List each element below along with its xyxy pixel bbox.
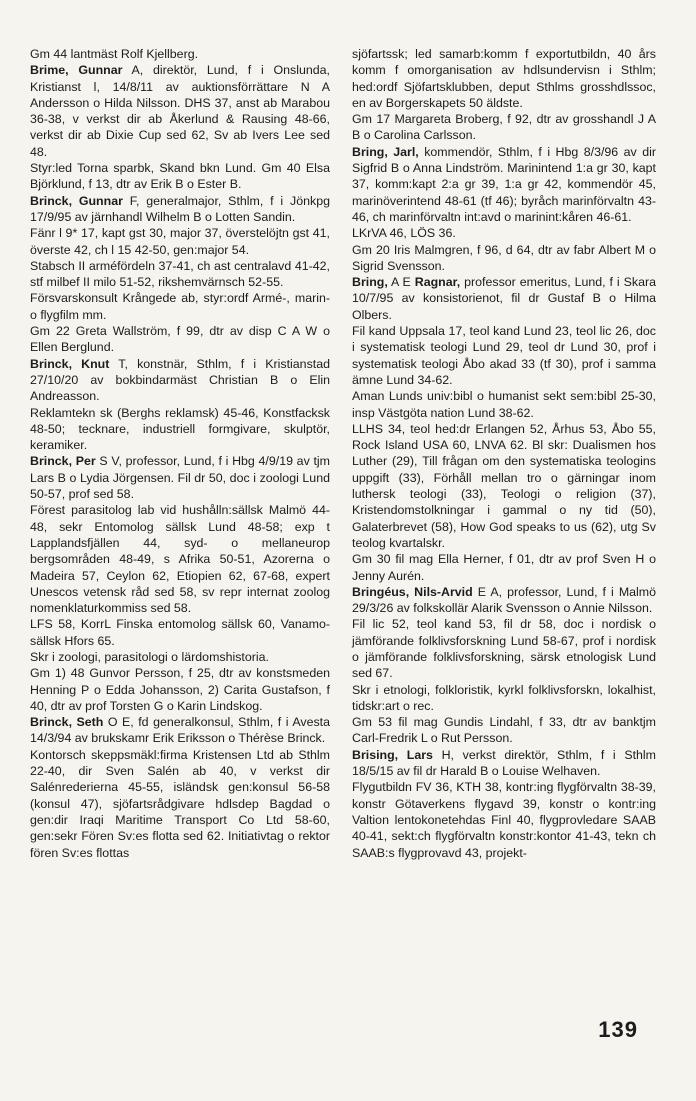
entry-paragraph <box>352 242 656 275</box>
entry-text: Gm 22 Greta Wallström, f 99, dtr av disp C A W o Ellen Berglund. <box>30 324 330 355</box>
entry-text: F, generalmajor, Sthlm, f i Jönkpg 17/9/95 av järnhandl Wilhelm B o Lotten Sandin. <box>30 193 330 224</box>
entry-paragraph <box>352 551 656 584</box>
entry-paragraph <box>352 714 656 747</box>
entry-text: O E, fd generalkonsul, Sthlm, f i Avesta 14/3/94 av brukskamr Erik Eriksson o Thérèse Brinck. <box>30 715 330 746</box>
entry-paragraph <box>352 144 656 225</box>
entry-text: LLHS 34, teol hed:dr Erlangen 52, Århus 53, Åbo 55, Rock Island USA 60, LNVA 62. Bl skr: Dualismen hos Luther (29), Till frågan om den systematiska teologins uppgift (33), Förhåll mellan tro o gärningar inom luthersk teologi (33), Teologi o religion (37), Kristendomstolkningar i gammal o ny tid (50), Galaterbrevet (58), How God speaks to us (62), utg Sv teolog kvartalskr. <box>352 421 656 550</box>
entry-text: T, konstnär, Sthlm, f i Kristianstad 27/10/20 av bokbindarmäst Christian B o Elin Andreasson. <box>30 356 330 404</box>
entry-paragraph <box>352 111 656 144</box>
entry-paragraph <box>352 616 656 681</box>
entry-name: Brising, Lars <box>352 747 433 762</box>
entry-paragraph <box>30 502 330 616</box>
entry-name: Bring, <box>352 275 388 290</box>
entry-name: Bringéus, Nils-Arvid <box>352 584 473 599</box>
entry-text: Fänr l 9* 17, kapt gst 30, major 37, överstelöjtn gst 41, överste 42, ch l 15 42-50, gen:major 54. <box>30 226 330 257</box>
entry-text: Fil lic 52, teol kand 53, fil dr 58, doc i nordisk o jämförande folklivsforskning Lund 58-67, prof i nordisk o jämförande folklivsforskning, särsk etnologisk Lund sed 67. <box>352 617 656 681</box>
entry-name: Brime, Gunnar <box>30 63 123 78</box>
entry-text: E A, professor, Lund, f i Malmö 29/3/26 av folkskollär Alarik Svensson o Annie Nilsson. <box>352 584 656 616</box>
entry-name: Brinck, Seth <box>30 715 104 730</box>
entry-paragraph <box>352 421 656 551</box>
entry-text: H, verkst direktör, Sthlm, f i Sthlm 18/5/15 av fil dr Harald B o Louise Welhaven. <box>352 747 656 779</box>
entry-paragraph <box>352 388 656 421</box>
entry-text: Gm 53 fil mag Gundis Lindahl, f 33, dtr av banktjm Carl-Fredrik L o Rut Persson. <box>352 715 656 746</box>
entry-paragraph <box>30 453 330 502</box>
entry-text: Fil kand Uppsala 17, teol kand Lund 23, teol lic 26, doc i systematisk teologi Lund 29, teol dr Lund 30, prof i systematisk teologi Åbo akad 33 (tf 30), prof i samma ämne Lund 34-62. <box>352 324 656 387</box>
entry-paragraph <box>352 682 656 715</box>
entry-text: kommendör, Sthlm, f i Hbg 8/3/96 av dir Sigfrid B o Anna Lindström. Marinintend 1:a gr 30, kapt 37, komm:kapt 2:a gr 39, 1:a gr 42, kommendör 45, marinöverintend 48-61 (tf 46); byråch marinförvaltn 43-46, ch marinförvaltn int:avd o marinint:kåren 46-61. <box>352 144 656 224</box>
entry-text: Gm 30 fil mag Ella Herner, f 01, dtr av prof Sven H o Jenny Aurén. <box>352 552 656 583</box>
entry-text: Skr i zoologi, parasitologi o lärdomshistoria. <box>30 649 269 664</box>
entry-text: LKrVA 46, LÖS 36. <box>352 226 456 241</box>
entry-paragraph <box>30 323 330 356</box>
entry-text: Skr i etnologi, folkloristik, kyrkl folklivsforskn, lokalhist, tidskr:art o rec. <box>352 682 656 713</box>
entry-paragraph <box>352 747 656 780</box>
entry-paragraph <box>30 62 330 160</box>
entry-paragraph <box>30 405 330 454</box>
page-number: 139 <box>598 1017 638 1042</box>
entry-paragraph <box>30 225 330 258</box>
entry-paragraph <box>352 323 656 388</box>
left-column <box>30 46 330 861</box>
entry-paragraph <box>30 616 330 649</box>
entry-paragraph <box>30 649 330 665</box>
entry-paragraph <box>352 225 656 241</box>
entry-paragraph <box>352 46 656 111</box>
entry-paragraph <box>30 714 330 747</box>
entry-text: Aman Lunds univ:bibl o humanist sekt sem:bibl 25-30, insp Västgöta nation Lund 38-62. <box>352 389 656 420</box>
entry-paragraph <box>352 274 656 323</box>
entry-text: LFS 58, KorrL Finska entomolog sällsk 60, Vanamo-sällsk Hfors 65. <box>30 617 330 648</box>
entry-text: Stabsch II arméfördeln 37-41, ch ast centralavd 41-42, stf milbef II milo 51-52, rikshemvärnsch 52-55. <box>30 258 330 290</box>
entry-text: Förest parasitolog lab vid hushålln:sällsk Malmö 44-48, sekr Entomolog sällsk Lund 48-58; exp t Lapplandsfjällen 44, syd- o mellaneurop bergsområden 48-49, s Afrika 50-51, Azorerna o Madeira 57, Ceylon 62, Etiopien 62, 67-68, expert Unescos vetensk råd sed 58, sv repr internat zoolog nomenklaturkommiss sed 58. <box>30 503 330 616</box>
entry-name: Brinck, Gunnar <box>30 193 123 208</box>
entry-name: Ragnar, <box>414 275 461 290</box>
entry-text: sjöfartssk; led samarb:komm f exportutbildn, 40 års komm f omorganisation av hdlsundervisn i Sthlm; hed:ordf Sjöfartsklubben, deput Sthlms grosshdlssoc, en av Borgerskapets 50 äldste. <box>352 47 656 110</box>
entry-name: Brinck, Per <box>30 454 96 469</box>
entry-text: Gm 17 Margareta Broberg, f 92, dtr av grosshandl J A B o Carolina Carlsson. <box>352 112 656 143</box>
entry-text: Kontorsch skeppsmäkl:firma Kristensen Ltd ab Sthlm 22-40, dir Sven Salén ab 40, v verkst dir Salénrederierna 45-55, isländsk gen:konsul 56-58 (konsul 47), sjöfartsrådgivare hdlsdep Bagdad o gen:dir Iraqi Maritime Transport Co Ltd 58-60, gen:sekr Fören Sv:es flotta sed 62. Initiativtag o rektor fören Sv:es flottas <box>30 747 330 860</box>
entry-paragraph <box>30 193 330 226</box>
entry-paragraph <box>352 779 656 860</box>
entry-text: professor emeritus, Lund, f i Skara 10/7/95 av konsistorienot, fil dr Gustaf B o Hilma Olbers. <box>352 275 656 322</box>
entry-text: A E <box>387 275 415 290</box>
entry-text: Gm 20 Iris Malmgren, f 96, d 64, dtr av fabr Albert M o Sigrid Svensson. <box>352 242 656 273</box>
entry-name: Brinck, Knut <box>30 356 110 371</box>
entry-paragraph <box>352 584 656 617</box>
entry-text: S V, professor, Lund, f i Hbg 4/9/19 av tjm Lars B o Lydia Jörgensen. Fil dr 50, doc i zoologi Lund 50-57, prof sed 58. <box>30 454 330 502</box>
entry-text: Reklamtekn sk (Berghs reklamsk) 45-46, Konstfacksk 48-50; tecknare, industriell formgivare, skulptör, keramiker. <box>30 405 330 453</box>
entry-paragraph <box>30 290 330 323</box>
entry-paragraph <box>30 160 330 193</box>
entry-paragraph <box>30 747 330 861</box>
entry-text: Gm 44 lantmäst Rolf Kjellberg. <box>30 47 199 61</box>
entry-text: A, direktör, Lund, f i Onslunda, Kristianst l, 14/8/11 av auktionsförrättare N A Andersson o Hilda Nilsson. DHS 37, anst ab Marabou 36-38, v verkst dir ab Åkerlund & Rausing 48-66, verkst dir ab Dixie Cup sed 62, Sv ab Ivers Lee sed 48. <box>30 63 330 159</box>
entry-name: Bring, Jarl, <box>352 144 419 159</box>
entry-text: Styr:led Torna sparbk, Skand bkn Lund. Gm 40 Elsa Björklund, f 13, dtr av Erik B o Ester B. <box>30 161 330 192</box>
entry-paragraph <box>30 665 330 714</box>
entry-text: Försvarskonsult Krångede ab, styr:ordf Armé-, marin- o flygfilm mm. <box>30 291 330 322</box>
entry-paragraph <box>30 356 330 405</box>
right-column <box>352 46 656 861</box>
entry-paragraph <box>30 258 330 291</box>
entry-paragraph <box>30 46 330 62</box>
entry-text: Gm 1) 48 Gunvor Persson, f 25, dtr av konstsmeden Henning P o Edda Johansson, 2) Carita Gustafson, f 40, dtr av prof Torsten G o Karin Lindskog. <box>30 666 330 713</box>
entry-text: Flygutbildn FV 36, KTH 38, kontr:ing flygförvaltn 38-39, konstr Götaverkens flygavd 39, konstr o kontr:ing Valtion lentokonetehdas Finl 40, flygprovledare SAAB 40-41, sekt:ch flygförvaltn konstr:kontor 41-43, tekn ch SAAB:s flygprovavd 43, projekt- <box>352 780 656 860</box>
